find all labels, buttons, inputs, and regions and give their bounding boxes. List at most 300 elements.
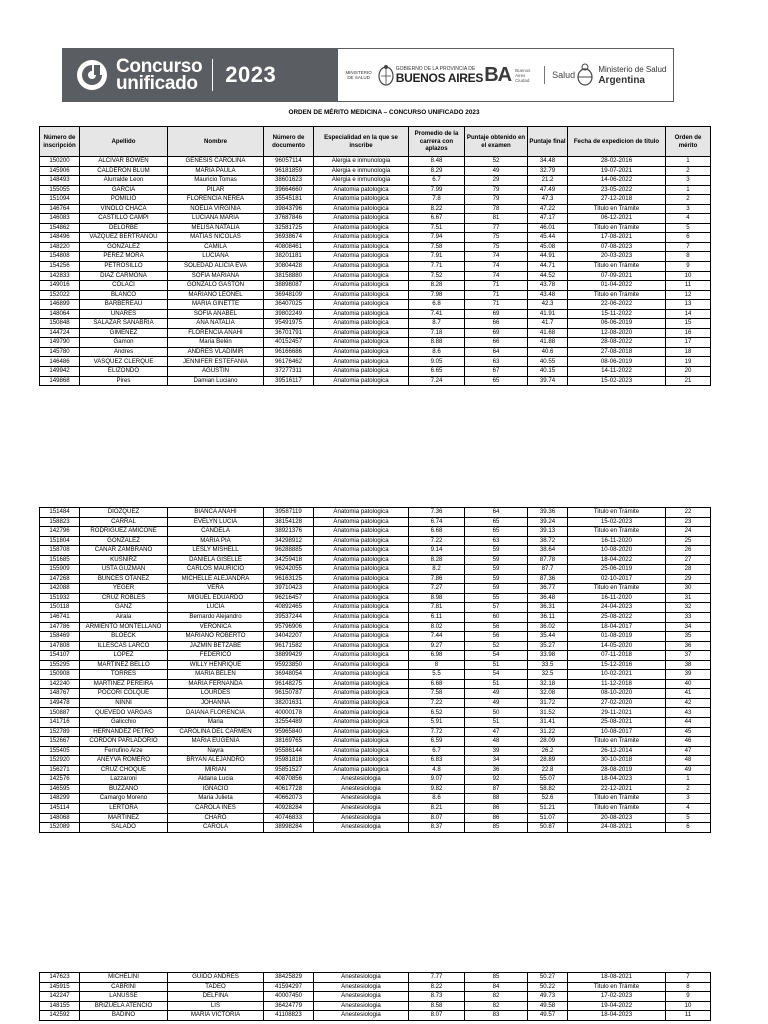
table-cell: 6.52 [409, 708, 465, 718]
table-cell: Maria [168, 718, 264, 728]
table-cell: 35 [666, 632, 711, 642]
table-row [40, 982, 711, 992]
table-cell: Anatomia patologica [314, 195, 409, 205]
table-cell: 41.68 [528, 328, 568, 338]
table-cell: Anestesiologia [314, 803, 409, 813]
table-cell: BRYAN ALEJANDRO [168, 756, 264, 766]
table-cell: 25-08-2022 [568, 613, 666, 623]
table-cell: 82 [465, 992, 528, 1002]
table-cell: 27-02-2020 [568, 698, 666, 708]
table-cell: 150908 [40, 670, 80, 680]
table-cell: 151094 [40, 195, 80, 205]
table-cell: 66 [465, 338, 528, 348]
table-cell: 8.7 [409, 319, 465, 329]
table-cell: USTA GUZMAN [80, 565, 168, 575]
table-cell: 50 [465, 708, 528, 718]
table-cell: Alergia e inmunologia [314, 166, 409, 176]
table-cell: 7.36 [409, 508, 465, 518]
table-cell: 5.5 [409, 670, 465, 680]
table-cell: Anestesiologia [314, 813, 409, 823]
table-row [40, 651, 711, 661]
table-cell: 55 [465, 593, 528, 603]
table-cell: 36 [465, 765, 528, 775]
table-row [40, 376, 711, 386]
table-cell: 151804 [40, 536, 80, 546]
table-row [40, 185, 711, 195]
table-cell: 28-08-2022 [568, 338, 666, 348]
table-cell: 18 [666, 347, 711, 357]
table-cell: 49 [465, 698, 528, 708]
table-cell: Anatomia patologica [314, 632, 409, 642]
table-row [40, 319, 711, 329]
table-row [40, 708, 711, 718]
table-cell: 9.05 [409, 357, 465, 367]
table-cell: 52 [465, 157, 528, 167]
table-cell: BUNCES OTAÑEZ [80, 574, 168, 584]
column-header: Fecha de expedicion de titulo [568, 127, 666, 157]
table-cell: 7.99 [409, 185, 465, 195]
table-cell: 87.78 [528, 555, 568, 565]
table-cell: Nayra [168, 746, 264, 756]
table-cell: 40007450 [264, 992, 314, 1002]
table-cell: 47.49 [528, 185, 568, 195]
table-cell: BARBEREAU [80, 300, 168, 310]
table-cell: DELFINA [168, 992, 264, 1002]
column-header: Nombre [168, 127, 264, 157]
table-cell: 59 [465, 574, 528, 584]
table-cell: 155909 [40, 565, 80, 575]
table-cell: 6.74 [409, 517, 465, 527]
table-cell: 37277311 [264, 367, 314, 377]
column-header: Promedio de la carrera con aplazos [409, 127, 465, 157]
table-cell: 51 [465, 679, 528, 689]
table-cell: GONZALEZ [80, 536, 168, 546]
table-cell: Anatomia patologica [314, 508, 409, 518]
table-cell: 96288885 [264, 546, 314, 556]
table-cell: 149478 [40, 698, 80, 708]
table-cell: 149868 [40, 376, 80, 386]
table-cell: FLORENCIA NEREA [168, 195, 264, 205]
table-cell: 154256 [40, 262, 80, 272]
table-cell: 1 [666, 157, 711, 167]
table-cell: BADINO [80, 1011, 168, 1021]
table-cell: Anatomia patologica [314, 517, 409, 527]
table-cell: GENESIS CAROLINA [168, 157, 264, 167]
gobierno-small-text: GOBIERNO DE LA PROVINCIA DE [395, 65, 476, 72]
table-cell: 6.67 [409, 214, 465, 224]
table-row [40, 242, 711, 252]
table-cell: 95923850 [264, 660, 314, 670]
table-cell: MARIA BELEN [168, 670, 264, 680]
table-cell: MARTINEZ [80, 813, 168, 823]
table-cell: GIMENEZ [80, 328, 168, 338]
table-cell: 4 [666, 803, 711, 813]
table-cell: 28.89 [528, 756, 568, 766]
table-cell: 9.27 [409, 641, 465, 651]
table-cell: 38921376 [264, 527, 314, 537]
table-cell: 40928284 [264, 803, 314, 813]
table-row [40, 813, 711, 823]
table-cell: 35.27 [528, 641, 568, 651]
table-cell: 152089 [40, 823, 80, 833]
table-cell: 49 [465, 166, 528, 176]
document-title: ORDEN DE MÉRITO MEDICINA – CONCURSO UNIFICADO 2023 [288, 109, 480, 116]
table-cell: SOFIA ANABEL [168, 309, 264, 319]
table-cell: Anestesiologia [314, 1011, 409, 1021]
table-cell: 25-08-2021 [568, 718, 666, 728]
table-cell: 95965840 [264, 727, 314, 737]
table-cell: 6.68 [409, 679, 465, 689]
table-cell: 85 [465, 973, 528, 983]
table-cell: 29 [666, 574, 711, 584]
table-cell: 16-11-2020 [568, 536, 666, 546]
merit-table-page-1 [39, 126, 711, 386]
table-cell: 5 [666, 813, 711, 823]
ministerio-nacion-line-2: Argentina [598, 74, 645, 86]
table-cell: 145114 [40, 803, 80, 813]
table-cell: Anatomia patologica [314, 185, 409, 195]
table-cell: 71 [465, 300, 528, 310]
table-cell: 26 [666, 546, 711, 556]
table-cell: CABRINI [80, 982, 168, 992]
table-cell: 28.09 [528, 737, 568, 747]
header-banner [62, 48, 674, 102]
table-cell: Anestesiologia [314, 823, 409, 833]
table-cell: 152022 [40, 290, 80, 300]
table-cell: 38998284 [264, 823, 314, 833]
table-cell: 39802249 [264, 309, 314, 319]
table-cell: 9.14 [409, 546, 465, 556]
table-cell: MICHELINI [80, 973, 168, 983]
table-cell: 47.22 [528, 204, 568, 214]
table-cell: 7.41 [409, 309, 465, 319]
gobierno-logo [396, 66, 483, 85]
table-cell: MARIA FERNANDA [168, 679, 264, 689]
table-cell: Anestesiologia [314, 784, 409, 794]
table-cell: 56 [465, 622, 528, 632]
table-cell: FEDERICO [168, 651, 264, 661]
table-cell: 16 [666, 328, 711, 338]
table-cell: 7.71 [409, 262, 465, 272]
salud-text: Salud [552, 70, 576, 80]
table-cell: DELORBE [80, 223, 168, 233]
table-cell: Anatomia patologica [314, 204, 409, 214]
table-cell: 13 [666, 300, 711, 310]
table-cell: DIOZQUEZ [80, 508, 168, 518]
table-cell: 32.18 [528, 679, 568, 689]
table-body-1 [40, 157, 711, 386]
table-cell: 39710423 [264, 584, 314, 594]
table-cell: 7.22 [409, 698, 465, 708]
table-cell: 36.11 [528, 613, 568, 623]
table-cell: 78 [465, 204, 528, 214]
table-cell: 6.8 [409, 300, 465, 310]
table-cell: 31 [666, 593, 711, 603]
table-cell: Gamon [80, 338, 168, 348]
table-cell: 38.72 [528, 536, 568, 546]
table-cell: 96176462 [264, 357, 314, 367]
table-cell: DAIANA FLORENCIA [168, 708, 264, 718]
table-row [40, 565, 711, 575]
ministerio-nacion-text [598, 65, 666, 86]
table-cell: 18-04-2017 [568, 622, 666, 632]
table-cell: SALADO [80, 823, 168, 833]
table-cell: 20-03-2023 [568, 252, 666, 262]
table-cell: Lazzaroni [80, 775, 168, 785]
table-cell: 50.27 [528, 973, 568, 983]
table-cell: 47 [666, 746, 711, 756]
table-cell: 8.98 [409, 593, 465, 603]
table-cell: 8.73 [409, 992, 465, 1002]
merit-table-page-3 [39, 972, 711, 1021]
table-cell: 96242055 [264, 565, 314, 575]
column-header: Especialidad en la que se inscribe [314, 127, 409, 157]
table-cell: 46 [666, 737, 711, 747]
table-cell: 40808461 [264, 242, 314, 252]
table-cell: Titulo en Trámite [568, 803, 666, 813]
table-cell: Titulo en Trámite [568, 527, 666, 537]
table-cell: 8.37 [409, 823, 465, 833]
table-cell: Alergia e inmunologia [314, 157, 409, 167]
table-cell: 59 [465, 546, 528, 556]
table-cell: 42.3 [528, 300, 568, 310]
table-cell: Anatomia patologica [314, 622, 409, 632]
table-cell: 40000178 [264, 708, 314, 718]
table-cell: 19 [666, 357, 711, 367]
table-cell: 8.07 [409, 813, 465, 823]
table-row [40, 603, 711, 613]
table-cell: MARIA EUGENIA [168, 737, 264, 747]
table-cell: LESLY MISHELL [168, 546, 264, 556]
table-cell: Anatomia patologica [314, 708, 409, 718]
table-cell: CAROLA INES [168, 803, 264, 813]
table-row [40, 803, 711, 813]
table-cell: Anestesiologia [314, 982, 409, 992]
table-cell: Anatomia patologica [314, 546, 409, 556]
table-cell: 146741 [40, 613, 80, 623]
table-cell: CANDELA [168, 527, 264, 537]
table-cell: 150848 [40, 319, 80, 329]
table-cell: 14-06-2022 [568, 176, 666, 186]
table-cell: 54 [465, 651, 528, 661]
table-row [40, 698, 711, 708]
table-cell: Anestesiologia [314, 794, 409, 804]
table-cell: Anatomia patologica [314, 679, 409, 689]
table-cell: Anatomia patologica [314, 527, 409, 537]
table-cell: Titulo en Trámite [568, 204, 666, 214]
table-cell: 30-10-2018 [568, 756, 666, 766]
table-cell: UÑARES [80, 309, 168, 319]
table-cell: 06-12-2021 [568, 214, 666, 224]
table-row [40, 660, 711, 670]
table-cell: 29-11-2021 [568, 708, 666, 718]
table-row [40, 328, 711, 338]
table-cell: Anatomia patologica [314, 328, 409, 338]
table-cell: Damian Luciano [168, 376, 264, 386]
concurso-logo-icon [76, 59, 108, 91]
table-cell: 30 [666, 584, 711, 594]
brand-block [62, 48, 337, 102]
table-cell: 11-12-2018 [568, 679, 666, 689]
table-cell: 6.65 [409, 367, 465, 377]
table-cell: MARIA VICTORIA [168, 1011, 264, 1021]
table-cell: 32 [666, 603, 711, 613]
table-cell: 1 [666, 185, 711, 195]
table-cell: 50.22 [528, 982, 568, 992]
table-cell: 3 [666, 204, 711, 214]
table-cell: 22 [666, 508, 711, 518]
table-cell: 7.24 [409, 376, 465, 386]
table-cell: 64 [465, 347, 528, 357]
table-row [40, 536, 711, 546]
table-cell: RODRIGUEZ AMICONE [80, 527, 168, 537]
table-cell: 7.51 [409, 223, 465, 233]
table-cell: VASQUEZ CLERQUE [80, 357, 168, 367]
table-cell: 3 [666, 794, 711, 804]
table-cell: 27-08-2018 [568, 347, 666, 357]
table-cell: 152789 [40, 727, 80, 737]
table-cell: 36424779 [264, 1001, 314, 1011]
table-cell: CARRAL [80, 517, 168, 527]
table-cell: 145906 [40, 166, 80, 176]
table-cell: 45 [666, 727, 711, 737]
table-cell: 21.2 [528, 176, 568, 186]
table-cell: 23 [666, 517, 711, 527]
table-row [40, 727, 711, 737]
table-row [40, 973, 711, 983]
table-cell: 142796 [40, 527, 80, 537]
column-header: Número de inscripción [40, 127, 80, 157]
table-cell: 24-04-2023 [568, 603, 666, 613]
table-cell: 45.08 [528, 242, 568, 252]
table-cell: 87 [465, 784, 528, 794]
table-cell: Anatomia patologica [314, 536, 409, 546]
table-cell: 7.86 [409, 574, 465, 584]
table-cell: 8.28 [409, 555, 465, 565]
table-cell: 8 [409, 660, 465, 670]
table-cell: 44 [666, 718, 711, 728]
table-cell: MARIANO ROBERTO [168, 632, 264, 642]
table-cell: 142576 [40, 775, 80, 785]
table-row [40, 271, 711, 281]
table-row [40, 214, 711, 224]
table-cell: 39 [465, 746, 528, 756]
table-cell: 10-08-2017 [568, 727, 666, 737]
table-cell: 7.44 [409, 632, 465, 642]
table-cell: Anatomia patologica [314, 698, 409, 708]
table-row [40, 508, 711, 518]
table-cell: 22-12-2021 [568, 784, 666, 794]
table-cell: 26-12-2014 [568, 746, 666, 756]
table-row [40, 357, 711, 367]
table-cell: 60 [465, 613, 528, 623]
table-cell: 85 [465, 823, 528, 833]
table-cell: Anatomia patologica [314, 309, 409, 319]
table-cell: 44.91 [528, 252, 568, 262]
table-cell: 83 [465, 1011, 528, 1021]
table-cell: 150200 [40, 157, 80, 167]
table-header-row [40, 127, 711, 157]
ministerio-nacion-line-1: Ministerio de Salud [598, 64, 667, 74]
table-cell: Anatomia patologica [314, 262, 409, 272]
table-cell: 8.6 [409, 794, 465, 804]
table-cell: NOELIA VIRGINIA [168, 204, 264, 214]
table-cell: CAÑAR ZAMBRANO [80, 546, 168, 556]
table-cell: CALDERON BLUM [80, 166, 168, 176]
table-cell: 10-08-2020 [568, 546, 666, 556]
table-cell: Maria Julieta [168, 794, 264, 804]
table-row [40, 367, 711, 377]
table-cell: 158823 [40, 517, 80, 527]
table-cell: 49 [666, 765, 711, 775]
table-cell: 148493 [40, 176, 80, 186]
table-cell: Titulo en Trámite [568, 737, 666, 747]
table-cell: 5 [666, 223, 711, 233]
table-cell: 41.7 [528, 319, 568, 329]
table-cell: 38 [666, 660, 711, 670]
table-cell: 8.22 [409, 982, 465, 992]
table-cell: 7.52 [409, 271, 465, 281]
table-cell: CAROLA [168, 823, 264, 833]
table-cell: 26.2 [528, 746, 568, 756]
table-cell: Anestesiologia [314, 973, 409, 983]
table-row [40, 555, 711, 565]
table-row [40, 546, 711, 556]
table-cell: 40.6 [528, 347, 568, 357]
table-cell: 45.44 [528, 233, 568, 243]
table-cell: 151484 [40, 508, 80, 518]
table-cell: 38.64 [528, 546, 568, 556]
table-cell: AGUSTIN [168, 367, 264, 377]
table-cell: 18-08-2021 [568, 973, 666, 983]
table-cell: 142833 [40, 271, 80, 281]
table-cell: 32.5 [528, 670, 568, 680]
table-cell: 9.07 [409, 775, 465, 785]
ba-divider [544, 66, 545, 84]
table-cell: JOHANNA [168, 698, 264, 708]
table-cell: 2 [666, 166, 711, 176]
table-cell: Anatomia patologica [314, 727, 409, 737]
table-cell: 148068 [40, 813, 80, 823]
table-cell: Anatomia patologica [314, 593, 409, 603]
table-cell: 8.22 [409, 204, 465, 214]
table-cell: MARIA PAULA [168, 166, 264, 176]
table-cell: COLACI [80, 281, 168, 291]
table-cell: NINNI [80, 698, 168, 708]
table-cell: 155405 [40, 746, 80, 756]
table-cell: JENNIFER ESTEFANIA [168, 357, 264, 367]
table-cell: 4 [666, 214, 711, 224]
table-cell: Anatomia patologica [314, 367, 409, 377]
column-header: Puntaje final [528, 127, 568, 157]
table-cell: LUCIANA MARIA [168, 214, 264, 224]
table-cell: TADEO [168, 982, 264, 992]
table-cell: 6.83 [409, 756, 465, 766]
table-cell: Anatomia patologica [314, 651, 409, 661]
table-cell: 95981818 [264, 756, 314, 766]
table-cell: 22.8 [528, 765, 568, 775]
table-cell: 142247 [40, 992, 80, 1002]
table-cell: MICHELLE ALEJANDRA [168, 574, 264, 584]
table-cell: TORRES [80, 670, 168, 680]
table-cell: ARMIENTO MONTELLANO [80, 622, 168, 632]
table-row [40, 166, 711, 176]
table-row [40, 233, 711, 243]
table-cell: 18-04-2022 [568, 555, 666, 565]
table-cell: 8.21 [409, 803, 465, 813]
table-cell: 8.6 [409, 347, 465, 357]
province-crest-icon [377, 63, 395, 87]
